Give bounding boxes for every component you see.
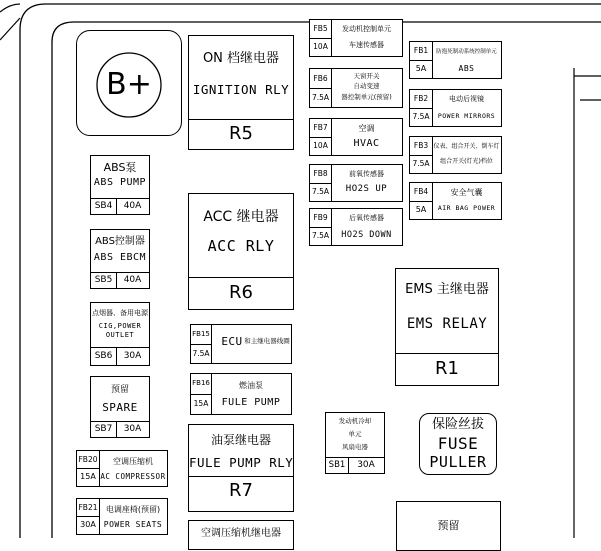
fuse-fb8-id: FB8 — [313, 169, 328, 178]
fuse-fb20-amp: 15A — [80, 472, 96, 481]
fuse-fb4-en: AIR BAG POWER — [437, 204, 496, 212]
fuse-fb21 — [76, 498, 168, 535]
fuse-fb21-amp: 30A — [80, 520, 96, 529]
fuse-fb5-id: FB5 — [313, 24, 328, 33]
fuse-puller — [419, 413, 497, 475]
fuse-sb5-cn: ABS控制器 — [95, 236, 145, 247]
relay-r1-code: R1 — [435, 358, 459, 379]
fuse-puller-en2: PULLER — [429, 453, 487, 471]
fuse-sb1-cn3: 风扇电器 — [342, 443, 368, 451]
fuse-sb1-cn1: 发动机冷却 — [338, 417, 372, 425]
fuse-fb9-id: FB9 — [313, 213, 328, 222]
fuse-sb4-amp: 40A — [123, 201, 142, 211]
fuse-fb15-cn: 和主继电器线圈 — [244, 337, 290, 345]
fuse-sb7-en: SPARE — [102, 401, 138, 414]
fuse-sb4-id: SB4 — [94, 201, 113, 211]
fuse-fb15-amp: 7.5A — [192, 349, 210, 358]
fuse-sb7 — [90, 376, 150, 438]
fuse-sb7-cn: 预留 — [110, 385, 129, 395]
fuse-fb15-id: FB15 — [192, 330, 210, 338]
fuse-sb6-cn: 点烟器、备用电源 — [92, 309, 148, 317]
fuse-fb9-en: HO2S DOWN — [341, 230, 392, 240]
fuse-sb7-amp: 30A — [123, 424, 142, 434]
fuse-sb1-amp: 30A — [357, 460, 375, 470]
relay-r7 — [188, 424, 294, 512]
fuse-fb16-cn: 燃油泵 — [239, 381, 263, 390]
fuse-fb7-amp: 10A — [313, 141, 328, 150]
relay-bottom-partial — [188, 520, 294, 550]
fuse-sb6-en: CIG,POWER OUTLET — [98, 322, 142, 339]
relay-r1 — [395, 268, 499, 386]
fuse-fb15-en: ECU — [221, 335, 243, 348]
fuse-sb5-amp: 40A — [123, 275, 142, 285]
fuse-fb8-cn: 前氧传感器 — [349, 170, 384, 178]
fuse-fb20 — [76, 450, 168, 487]
fuse-fb8 — [309, 164, 403, 202]
reserve-label: 预留 — [437, 519, 460, 532]
fuse-fb5-cn2: 车速传感器 — [349, 41, 384, 49]
fuse-fb7 — [309, 118, 403, 156]
fuse-fb7-id: FB7 — [313, 123, 328, 132]
battery-terminal-box — [76, 30, 182, 136]
fuse-fb21-en: POWER SEATS — [103, 520, 163, 529]
fuse-fb8-en: HO2S UP — [345, 184, 388, 194]
fuse-fb5-amp: 10A — [313, 42, 328, 51]
fuse-sb5 — [90, 229, 150, 289]
fuse-sb1 — [325, 412, 385, 474]
fuse-sb5-id: SB5 — [94, 275, 113, 285]
fuse-fb21-id: FB21 — [78, 503, 98, 512]
fuse-fb1-amp: 5A — [415, 64, 427, 73]
fuse-fb2 — [409, 89, 502, 127]
relay-r6-en: ACC RLY — [207, 237, 275, 255]
relay-r6-code: R6 — [229, 282, 253, 303]
fuse-fb9 — [309, 208, 403, 246]
fuse-fb3-id: FB3 — [413, 141, 429, 150]
fuse-fb6-id: FB6 — [313, 74, 328, 83]
fuse-fb2-en: POWER MIRRORS — [437, 112, 496, 120]
relay-r5-cn: ON 档继电器 — [202, 51, 280, 66]
relay-r6-cn: ACC 继电器 — [203, 209, 279, 225]
fuse-fb20-id: FB20 — [78, 455, 98, 464]
fuse-sb4-cn: ABS泵 — [103, 161, 137, 174]
fuse-fb3 — [409, 136, 502, 174]
fuse-fb20-en: AC COMPRESSOR — [100, 472, 166, 481]
fuse-fb6-amp: 7.5A — [311, 93, 330, 102]
fuse-fb6 — [309, 68, 403, 108]
reserve-slot — [396, 501, 501, 551]
fuse-fb16-en: FULE PUMP — [221, 397, 281, 408]
relay-r5-en: IGNITION RLY — [192, 82, 290, 97]
fuse-fb2-cn: 电动后视镜 — [449, 95, 484, 103]
fuse-fb5-cn1: 发动机控制单元 — [342, 25, 391, 33]
fuse-fb1-id: FB1 — [413, 46, 429, 55]
fuse-fb4-id: FB4 — [413, 187, 429, 196]
relay-r7-en: FULE PUMP RLY — [189, 455, 294, 470]
relay-r6 — [188, 193, 294, 310]
fuse-fb4 — [409, 182, 502, 220]
relay-r5 — [188, 35, 294, 150]
fuse-sb1-id: SB1 — [328, 460, 346, 470]
fuse-fb6-cn1: 天窗开关 — [353, 72, 380, 80]
relay-r7-code: R7 — [229, 480, 253, 501]
fuse-fb3-cn2: 组合开关(灯光)档位 — [440, 158, 493, 165]
fuse-fb4-cn: 安全气囊 — [450, 188, 483, 197]
fuse-fb7-cn: 空调 — [358, 124, 375, 133]
fuse-puller-cn: 保险丝拔 — [431, 417, 484, 432]
fuse-sb4-en: ABS PUMP — [93, 177, 147, 188]
battery-label: B+ — [106, 67, 152, 102]
fuse-fb9-cn: 后氧传感器 — [349, 214, 384, 222]
fuse-fb16-amp: 15A — [193, 399, 209, 408]
fuse-sb4 — [90, 155, 150, 215]
fuse-fb6-cn3: 器控制单元(预留) — [341, 93, 392, 101]
fuse-fb8-amp: 7.5A — [311, 187, 330, 196]
fuse-fb7-en: HVAC — [353, 138, 380, 149]
fuse-fb6-cn2: 自动变速 — [353, 82, 380, 90]
fuse-puller-en1: FUSE — [437, 434, 479, 453]
fuse-sb6 — [90, 302, 150, 366]
fuse-fb2-id: FB2 — [413, 94, 429, 103]
fuse-fb1-en: ABS — [458, 64, 475, 73]
fuse-sb1-cn2: 单元 — [348, 430, 362, 438]
fuse-fb3-amp: 7.5A — [412, 159, 430, 168]
fuse-fb1-cn: 防抱死制动系统控制单元 — [436, 49, 497, 55]
fuse-fb1 — [409, 41, 502, 79]
fuse-sb6-amp: 30A — [123, 351, 142, 361]
fuse-fb9-amp: 7.5A — [311, 231, 330, 240]
fuse-fb15 — [190, 324, 292, 364]
fuse-sb5-en: ABS EBCM — [93, 252, 147, 263]
fuse-fb2-amp: 7.5A — [412, 112, 430, 121]
relay-bottom-partial-cn: 空调压缩机继电器 — [201, 528, 281, 539]
fuse-fb20-cn: 空调压缩机 — [113, 457, 153, 466]
fuse-fb5 — [309, 19, 403, 57]
fuse-fb16 — [190, 373, 292, 415]
relay-r5-code: R5 — [229, 123, 253, 144]
relay-r1-cn: EMS 主继电器 — [405, 282, 489, 297]
fuse-sb7-id: SB7 — [94, 424, 113, 434]
fuse-fb3-cn1: 仪表、组合开关、倒车灯 — [433, 143, 500, 150]
relay-r1-en: EMS RELAY — [406, 316, 488, 332]
fuse-fb4-amp: 5A — [415, 205, 427, 214]
relay-r7-cn: 油泵继电器 — [210, 433, 271, 447]
fuse-sb6-id: SB6 — [94, 351, 113, 361]
fuse-fb21-cn: 电调座椅(预留) — [105, 505, 161, 514]
fuse-fb16-id: FB16 — [192, 379, 210, 387]
